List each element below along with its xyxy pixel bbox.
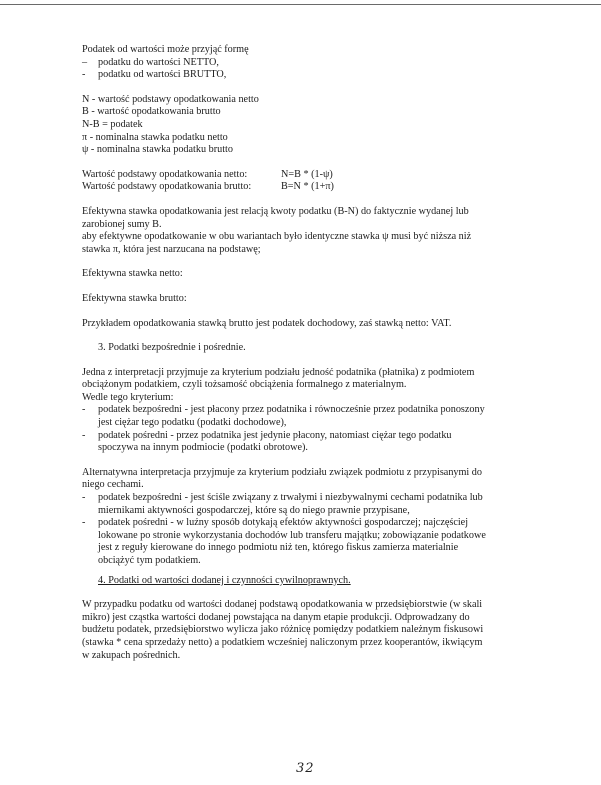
- effective-gross-label: Efektywna stawka brutto:: [82, 292, 187, 304]
- paragraph-line: zarobionej sumy B.: [82, 218, 162, 230]
- definition-line: N - wartość podstawy opodatkowania netto: [82, 93, 259, 105]
- list-item: - podatek bezpośredni - jest płacony przez podatnika i równocześnie przez podatnika ponoszony jest ciężar tego podatku (podatki dochodowe),: [82, 404, 485, 429]
- paragraph-line: niego cechami.: [82, 479, 144, 491]
- scan-edge-line: [0, 4, 601, 5]
- definition-line: N-B = podatek: [82, 118, 143, 130]
- paragraph-line: budżetu podatek, przedsiębiorstwo wylicza jako różnicę pomiędzy podatkiem należnym fiskusowi: [82, 624, 484, 636]
- section-heading-4: 4. Podatki od wartości dodanej i czynności cywilnoprawnych.: [98, 574, 351, 586]
- paragraph-line: Wedle tego kryterium:: [82, 391, 174, 403]
- paragraph-line: (stawka * cena sprzedaży netto) a podatkiem wcześniej naliczonym przez kooperantów, ikwiącym: [82, 636, 483, 648]
- paragraph-line: obciążonym podatkiem, czyli tożsamość obciążenia formalnego z materialnym.: [82, 379, 407, 391]
- paragraph-line: Efektywna stawka opodatkowania jest relacją kwoty podatku (B-N) do faktycznie wydanej lub: [82, 205, 469, 217]
- section-heading-3: 3. Podatki bezpośrednie i pośrednie.: [98, 342, 246, 354]
- form-item: – podatku do wartości NETTO,: [82, 56, 219, 68]
- example-line: Przykładem opodatkowania stawką brutto jest podatek dochodowy, zaś stawką netto: VAT.: [82, 317, 452, 329]
- paragraph-line: w zakupach pośrednich.: [82, 649, 181, 661]
- list-item: - podatek pośredni - przez podatnika jest jedynie płacony, natomiast ciężar tego podatku spoczywa na innym podmiocie (podatki obrotowe).: [82, 429, 452, 454]
- paragraph-line: Alternatywna interpretacja przyjmuje za kryterium podziału związek podmiotu z przypisanymi do: [82, 466, 482, 478]
- definition-line: π - nominalna stawka podatku netto: [82, 131, 228, 143]
- paragraph-line: mikro) jest cząstka wartości dodanej powstająca na danym etapie produkcji. Odprowadzany do: [82, 611, 470, 623]
- intro-line: Podatek od wartości może przyjąć formę: [82, 44, 249, 55]
- formula-row: [82, 181, 540, 194]
- formula-label: Wartość podstawy opodatkowania netto:: [82, 168, 248, 180]
- paragraph-line: W przypadku podatku od wartości dodanej podstawą opodatkowania w przedsiębiorstwie (w skali: [82, 599, 483, 611]
- definition-line: B - wartość opodatkowania brutto: [82, 106, 221, 118]
- definition-line: ψ - nominalna stawka podatku brutto: [82, 144, 233, 156]
- paragraph-line: stawka π, która jest narzucana na podstawę;: [82, 243, 261, 255]
- page-number: 32: [296, 761, 315, 776]
- list-item: - podatek bezpośredni - jest ściśle związany z trwałymi i niezbywalnymi cechami podatnika lub miernikami aktywności gospodarczej, które są do niego prawnie przypisane,: [82, 492, 483, 516]
- formula-label: Wartość podstawy opodatkowania brutto:: [82, 181, 252, 193]
- formula-expression: N=B * (1-ψ): [281, 168, 333, 180]
- form-item: - podatku od wartości BRUTTO,: [82, 69, 227, 81]
- effective-net-label: Efektywna stawka netto:: [82, 268, 183, 280]
- paragraph-line: aby efektywne opodatkowanie w obu wariantach było identyczne stawka ψ musi być niższa niż: [82, 231, 472, 243]
- paragraph-line: Jedna z interpretacji przyjmuje za kryterium podziału jedność podatnika (płatnika) z podmiotem: [82, 366, 475, 378]
- list-item: - podatek pośredni - w luźny sposób dotykają efektów aktywności gospodarczej; najczęściej lokowane po stronie wykorzystania dochodów lub transferu majątku; zobowiązanie podatkowe jest z reguły kierowane do innego podmiotu niż ten, którego fiskus zamierza materialnie obciążyć tym podatkiem.: [82, 517, 486, 566]
- formula-expression: B=N * (1+π): [281, 181, 334, 193]
- formula-row: [82, 169, 540, 182]
- document-body: [82, 44, 540, 662]
